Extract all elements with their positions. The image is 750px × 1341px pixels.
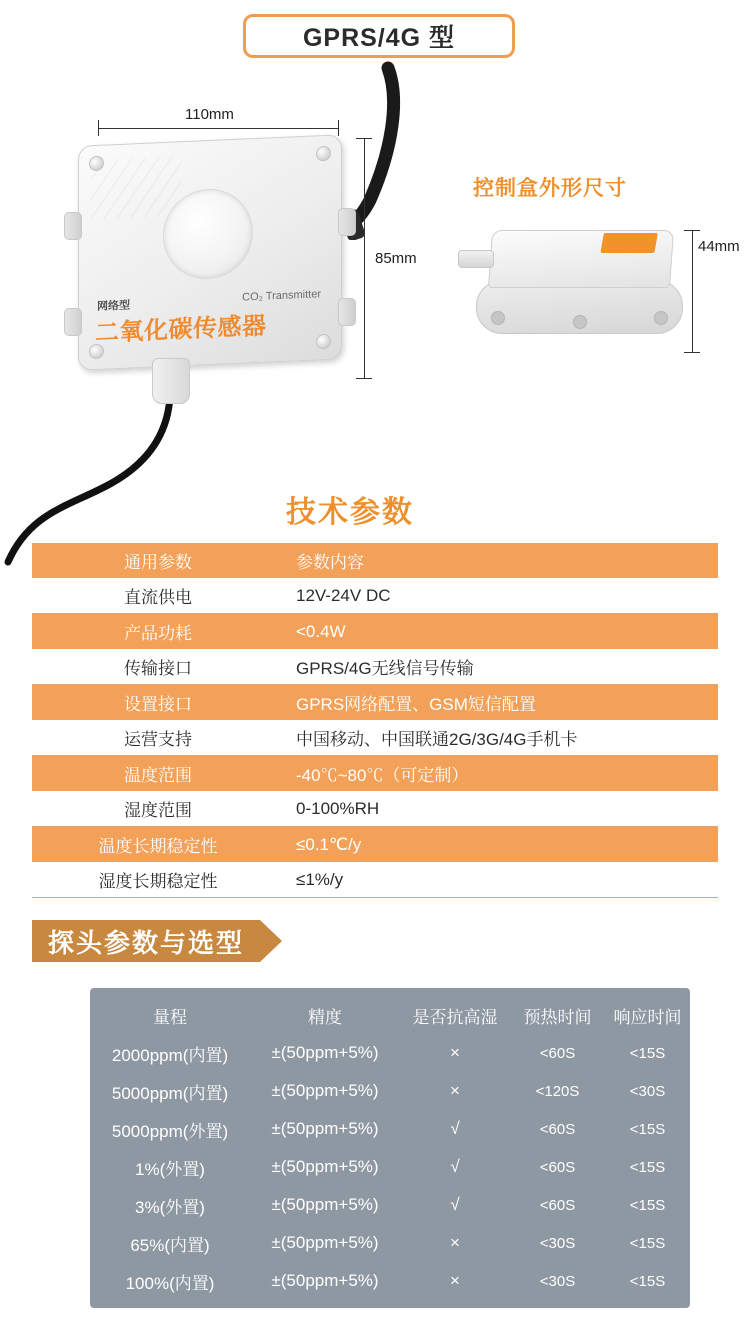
spec-section-title: 技术参数: [286, 496, 414, 529]
probe-table: [90, 988, 690, 1300]
product-illustration: [0, 60, 750, 510]
spec-name: 湿度范围: [32, 791, 284, 827]
probe-col-range: 量程: [153, 1007, 187, 1027]
probe-humidity: ×: [450, 1233, 460, 1252]
control-box-lid: [488, 230, 674, 288]
spec-name: 通用参数: [32, 543, 284, 578]
probe-warmup: <60S: [539, 1158, 576, 1176]
mount-lug: [64, 308, 82, 336]
probe-banner-bar: [32, 920, 260, 962]
height-dimension-line: [364, 138, 365, 378]
spec-value: ≤1%/y: [284, 862, 718, 898]
device-hatching: [91, 156, 181, 220]
probe-range: 5000ppm(外置): [111, 1121, 229, 1141]
table-row: [90, 1262, 690, 1300]
probe-range: 65%(内置): [130, 1235, 210, 1255]
device-label-main: 二氧化碳传感器: [95, 312, 267, 348]
control-box-title: 控制盒外形尺寸: [473, 177, 627, 200]
probe-range: 100%(内置): [125, 1273, 215, 1293]
cable-gland: [152, 358, 190, 404]
spec-value: -40℃~80℃（可定制）: [284, 756, 718, 792]
probe-response: <30S: [629, 1082, 666, 1100]
probe-response: <15S: [629, 1272, 666, 1290]
probe-response: <15S: [629, 1158, 666, 1176]
probe-banner-arrow: [260, 920, 282, 962]
probe-warmup: <120S: [535, 1082, 580, 1100]
probe-accuracy: ±(50ppm+5%): [271, 1195, 379, 1214]
spec-value: 0-100%RH: [284, 791, 718, 827]
control-box-gland: [458, 250, 494, 268]
probe-warmup: <60S: [539, 1196, 576, 1214]
table-row: [90, 1148, 690, 1186]
probe-humidity: √: [450, 1195, 460, 1214]
spec-name: 直流供电: [32, 578, 284, 614]
table-row: [32, 756, 718, 792]
box-height-tick-bottom: [684, 352, 700, 353]
table-row: [32, 720, 718, 756]
table-row: [32, 862, 718, 898]
probe-col-warmup: 预热时间: [523, 1007, 592, 1027]
width-dimension-line: [98, 128, 338, 129]
probe-col-humidity: 是否抗高湿: [412, 1007, 498, 1027]
probe-humidity: ×: [450, 1271, 460, 1290]
page-title: GPRS/4G 型: [302, 24, 456, 52]
probe-col-accuracy: 精度: [308, 1007, 342, 1027]
probe-warmup: <30S: [539, 1234, 576, 1252]
table-row: [32, 685, 718, 721]
probe-humidity: ×: [450, 1043, 460, 1062]
control-box-sticker: [600, 233, 658, 253]
table-row: [32, 578, 718, 614]
probe-range: 1%(外置): [135, 1159, 205, 1179]
table-row: [90, 1224, 690, 1262]
table-row: [90, 1186, 690, 1224]
probe-warmup: <30S: [539, 1272, 576, 1290]
height-dimension-tick-top: [356, 138, 372, 139]
probe-range: 5000ppm(内置): [111, 1083, 229, 1103]
probe-range: 2000ppm(内置): [111, 1045, 229, 1065]
box-height-label: 44mm: [698, 238, 740, 255]
spec-value: ≤0.1℃/y: [284, 827, 718, 863]
probe-response: <15S: [629, 1196, 666, 1214]
control-box-graphic: [470, 222, 685, 347]
table-row: [32, 791, 718, 827]
probe-humidity: √: [450, 1157, 460, 1176]
table-row: [90, 1110, 690, 1148]
spec-name: 产品功耗: [32, 614, 284, 650]
box-height-dimension-line: [692, 230, 693, 352]
spec-value: <0.4W: [284, 614, 718, 650]
probe-accuracy: ±(50ppm+5%): [271, 1081, 379, 1100]
probe-col-response: 响应时间: [613, 1007, 682, 1027]
probe-table-panel: [90, 988, 690, 1308]
probe-humidity: ×: [450, 1081, 460, 1100]
spec-name: 温度范围: [32, 756, 284, 792]
spec-name: 传输接口: [32, 649, 284, 685]
probe-humidity: √: [450, 1119, 460, 1138]
spec-value: 参数内容: [284, 543, 718, 578]
mount-lug: [338, 298, 356, 326]
probe-warmup: <60S: [539, 1120, 576, 1138]
table-row: [32, 827, 718, 863]
probe-accuracy: ±(50ppm+5%): [271, 1043, 379, 1062]
device-label-en: CO₂ Transmitter: [242, 288, 321, 304]
device-label-small: 网络型: [97, 299, 130, 313]
spec-value: GPRS/4G无线信号传输: [284, 649, 718, 685]
table-row: [32, 649, 718, 685]
width-dimension-tick-right: [338, 120, 339, 136]
probe-accuracy: ±(50ppm+5%): [271, 1157, 379, 1176]
probe-response: <15S: [629, 1120, 666, 1138]
probe-range: 3%(外置): [135, 1197, 205, 1217]
width-dimension-label: 110mm: [185, 106, 234, 123]
spec-name: 运营支持: [32, 720, 284, 756]
spec-name: 湿度长期稳定性: [32, 862, 284, 898]
spec-value: 12V-24V DC: [284, 578, 718, 614]
page-title-badge: [243, 14, 515, 58]
probe-table-header-row: [90, 988, 690, 1034]
table-row: [32, 614, 718, 650]
spec-name: 设置接口: [32, 685, 284, 721]
spec-value: 中国移动、中国联通2G/3G/4G手机卡: [284, 720, 718, 756]
spec-name: 温度长期稳定性: [32, 827, 284, 863]
width-dimension-tick-left: [98, 120, 99, 136]
probe-section-title: 探头参数与选型: [48, 927, 245, 958]
spec-table: [32, 543, 718, 898]
mount-hole: [491, 311, 505, 325]
height-dimension-tick-bottom: [356, 378, 372, 379]
control-box-base: [476, 280, 683, 334]
device-label-plate: [95, 288, 325, 350]
table-row: [90, 1072, 690, 1110]
probe-section-banner: [32, 920, 282, 962]
spec-value: GPRS网络配置、GSM短信配置: [284, 685, 718, 721]
table-row: [32, 543, 718, 578]
box-height-tick-top: [684, 230, 700, 231]
probe-accuracy: ±(50ppm+5%): [271, 1233, 379, 1252]
probe-accuracy: ±(50ppm+5%): [271, 1119, 379, 1138]
mount-lug: [64, 212, 82, 240]
height-dimension-label: 85mm: [375, 250, 417, 267]
probe-warmup: <60S: [539, 1044, 576, 1062]
probe-response: <15S: [629, 1234, 666, 1252]
mount-hole: [654, 311, 668, 325]
mount-lug: [338, 208, 356, 236]
table-row: [90, 1034, 690, 1072]
probe-accuracy: ±(50ppm+5%): [271, 1271, 379, 1290]
mount-hole: [573, 315, 587, 329]
co2-sensor-device: [78, 134, 342, 371]
probe-response: <15S: [629, 1044, 666, 1062]
screw-icon: [316, 146, 331, 162]
